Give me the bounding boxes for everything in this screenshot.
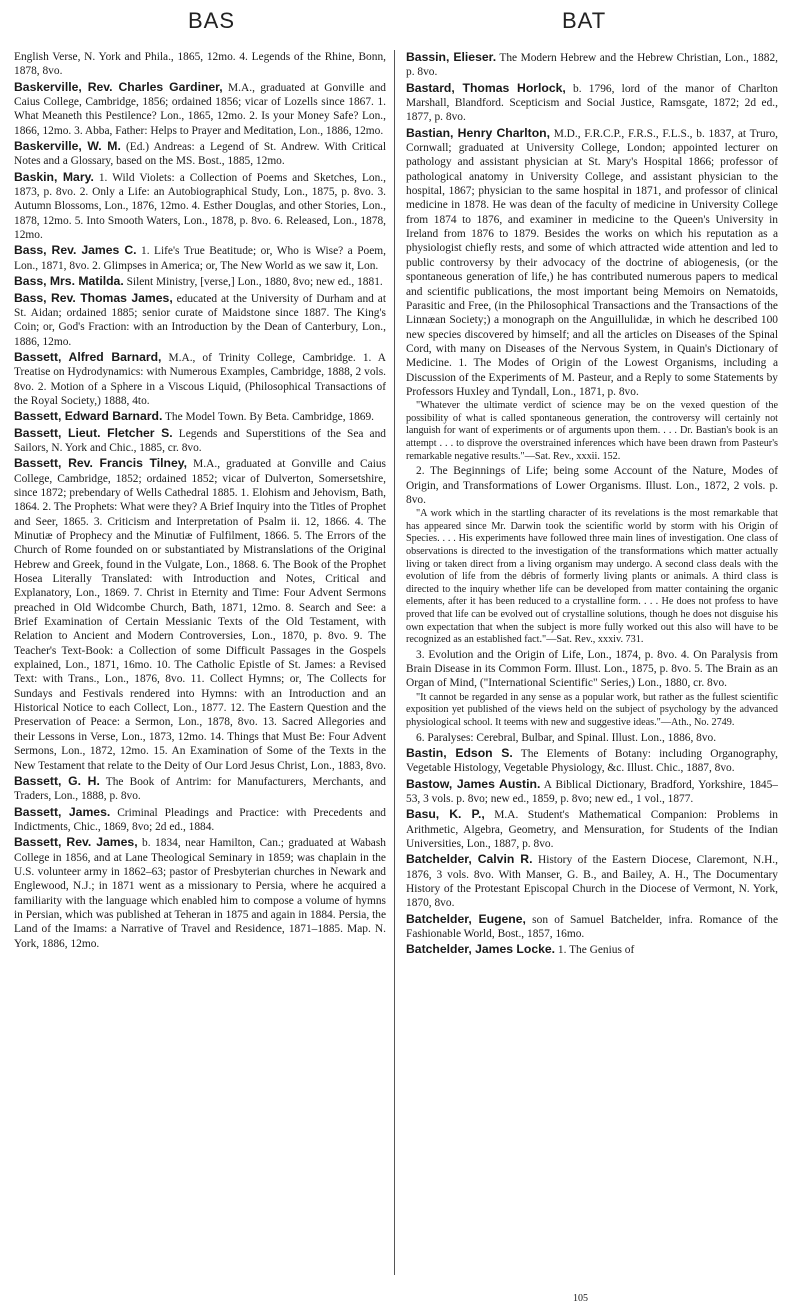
entry-headword: Batchelder, James Locke. (406, 942, 556, 957)
left-column (14, 50, 386, 1280)
entry-body: M.A., of Trinity College, Cambridge. 1. A Treatise on Hydrodynamics: with Numerous Examples, Cambridge, 1888, 2 vols. 8vo. 2. Motion of a Sphere in a Viscous Liquid, (Philosophical Transactions of the Royal Society,) 1888, 4to. (14, 351, 386, 407)
entry-headword: Bassett, Edward Barnard. (14, 409, 163, 424)
entry-headword: Bassett, Alfred Barnard, (14, 349, 162, 364)
entry-body: 1. The Genius of (555, 944, 635, 957)
entry-fragment: English Verse, N. York and Phila., 1865, 12mo. 4. Legends of the Rhine, Bonn, 1878, 8vo. (14, 51, 386, 78)
biography-entry (406, 777, 778, 807)
biography-entry (406, 807, 778, 851)
entry-continuation: 2. The Beginnings of Life; being some Account of the Nature, Modes of Origin, and Transformations of Lower Organisms. Illust. Lon., 1872, 2 vols. p. 8vo. (406, 465, 778, 506)
right-column (406, 50, 778, 1280)
entry-headword: Bassett, Lieut. Fletcher S. (14, 425, 173, 440)
biography-entry (14, 274, 386, 289)
entry-body: son of Samuel Batchelder, infra. Romance of the Fashionable World, Bost., 1857, 16mo. (406, 913, 778, 941)
entry-headword: Bass, Mrs. Matilda. (14, 274, 124, 289)
entry-headword: Bass, Rev. James C. (14, 243, 137, 258)
biography-entry (14, 409, 386, 424)
entry-headword: Bass, Rev. Thomas James, (14, 290, 173, 305)
review-quote: "A work which in the startling character of its revelations is the most remarkable that has appeared since Mr. Darwin took the scientific world by storm with his Origin of Species. . . . His experiments have followed three main lines of investigation. One class of observations is directed to the investigation of the transformations which matter actually living or taken direct from a living organism may undergo. A second class deals with the evolution of life from the débris of formerly living plants or animals. A third class is directed to the inquiry whether life can be developed from matter containing the organic elements, after it has been reduced to a crystalline form. . . . He does not profess to have proved that life can be evolved out of crystalline solutions, though he does not disguise his own expectation that when the subject is more fully worked out this also will have to be recognized as an established fact."—Sat. Rev., xxxiv. 731. (406, 508, 778, 646)
entry-headword: Bastard, Thomas Horlock, (406, 80, 566, 95)
entry-headword: Bassett, James. (14, 804, 111, 819)
entry-headword: Baskerville, W. M. (14, 139, 121, 154)
entry-body: 1. Life's True Beatitude; or, Who is Wise? a Poem, Lon., 1871, 8vo. 2. Glimpses in America; or, The New World as we saw it, Lon. (14, 245, 386, 272)
running-head (0, 8, 800, 42)
biography-entry (14, 774, 386, 804)
biography-entry (14, 835, 386, 951)
entry-headword: Batchelder, Eugene, (406, 911, 526, 926)
biography-entry (14, 350, 386, 408)
review-quote: "Whatever the ultimate verdict of science may be on the vexed question of the possibility of what is called spontaneous generation, the controversy will certainly not languish for want of experiments or of arguments upon them. . . . Dr. Bastian's book is an attempt . . . to disprove the overstrained inferences which have been drawn from Pasteur's remarkable negative results."—Sat. Rev., xxxii. 152. (406, 400, 778, 462)
entry-continuation: 6. Paralyses: Cerebral, Bulbar, and Spinal. Illust. Lon., 1886, 8vo. (416, 731, 717, 744)
entry-body: M.A. Student's Mathematical Companion: Problems in Arithmetic, Algebra, Geometry, and Mensuration, for Students of the Indian Universities, Lon., 1887, p. 8vo. (406, 809, 778, 850)
entry-headword: Bassett, Rev. James, (14, 835, 138, 850)
entry-body: The Model Town. By Beta. Cambridge, 1869. (162, 411, 375, 424)
biography-entry (406, 852, 778, 910)
entry-headword: Bassett, G. H. (14, 773, 100, 788)
running-head-right: BAT (562, 8, 607, 33)
biography-entry (14, 456, 386, 773)
biography-entry (406, 942, 778, 957)
entry-body: b. 1834, near Hamilton, Can.; graduated at Wabash College in 1856, and at Lane Theological Seminary in 1859; was chaplain in the U.S. volunteer army in 1862–63; pastor of Presbyterian churches in Newark and Englewood, N.J.; in 1871 went as a missionary to Persia, where he acquired a familiarity with the language which enabled him to compose a volume of hymns in Persian, which was published at Teheran in 1875 and again in 1884. Persia, the Land of the Imams: a Narrative of Travel and Residence, 1871–1885. Map. N. York, 1886, 12mo. (14, 837, 386, 950)
biography-entry (14, 426, 386, 456)
entry-continuation: 3. Evolution and the Origin of Life, Lon., 1874, p. 8vo. 4. On Paralysis from Brain Disease in its Common Form. Illust. Lon., 1875, p. 8vo. 5. The Brain as an Organ of Mind, ("International Scientific" Series,) Lon., 1880, cr. 8vo. (406, 648, 778, 690)
entry-body: Legends and Superstitions of the Sea and Sailors, N. York and Chic., 1885, cr. 8vo. (14, 427, 386, 454)
review-quote: "It cannot be regarded in any sense as a popular work, but rather as the fullest scientific exposition yet published of the views held on the subject of psychology by the advanced physiological school. It teems with new and suggestive ideas."—Ath., No. 2749. (406, 691, 778, 728)
running-head-left: BAS (188, 8, 236, 33)
biography-entry (14, 291, 386, 349)
biography-entry (406, 912, 778, 942)
entry-body: History of the Eastern Diocese, Claremont, N.H., 1876, 3 vols. 8vo. With Manser, G. B., and Bailey, A. H., The Documentary History of the Protestant Episcopal Church in the Diocese of Vermont, N. York, 1870, 8vo. (406, 854, 778, 910)
biography-entry (14, 170, 386, 243)
biography-entry (406, 746, 778, 776)
entry-body: (Ed.) Andreas: a Legend of St. Andrew. With Critical Notes and a Glossary, based on the MS. Bost., 1885, 12mo. (14, 141, 386, 168)
entry-body: A Biblical Dictionary, Bradford, Yorkshire, 1845–53, 3 vols. p. 8vo; new ed., 1859, p. 8vo; new ed., 1 vol., 1877. (406, 778, 778, 805)
biography-entry (406, 126, 778, 400)
entry-headword: Bastian, Henry Charlton, (406, 125, 550, 140)
biography-entry (14, 243, 386, 273)
column-divider (394, 50, 395, 1275)
biography-entry (14, 80, 386, 138)
entry-body: M.A., graduated at Gonville and Caius College, Cambridge, 1852; ordained 1852; vicar of Dulverton, Somersetshire, since 1872; prebendary of Wells Cathedral 1885. 1. Elohism and Jehovism, Bath, 1864. 2. The Prophets: What were they? A Brief Inquiry into the Titles of Prophet and Seer, 1865. 3. Criticism and Interpretation of Psalm ii. 12, 1866. 4. The Minutiæ of Prophecy and the Minutiæ of Fulfilment, 1866. 5. The Errors of the Church of Rome founded on or substantiated by Mistranslations of the Original Hebrew and Greek, found in the Vulgate, Lon., 1868. 6. The Book of the Prophet Hosea Literally Translated: with Introduction and Notes, Critical and Explanatory, Lon., 1869. 7. Christ in Eternity and Time: Four Advent Sermons preached in Old Widcombe Church, Bath, 1871, 12mo. 8. Search and See: a Brief Examination of Certain Messianic Texts of the Old Testament, with Relation to Ancient and Modern Controversies, Lon., 1870, p. 8vo. 9. The Teacher's Text-Book: a Collection of some Difficult Passages in the Gospels explained, Lon., 1871, 16mo. 10. The Catholic Epistle of St. James: a Revised Text: with Trans., Lon., 1876, 8vo. 11. Collect Hymns; or, The Collects for Sundays and Festivals rendered into Hymns: with an Introduction and an Historical Notice to each Collect, Lon., 1877. 12. The Eastern Question and the Preservation of Peace: a Sermon, Lon., 1878, 8vo. 13. Sacred Allegories and their Lessons in Verse, Lon., 1873, 12mo. 14. Things that Must Be: Four Advent Sermons, Lon., 1872, 12mo. 15. An Examination of Some of the Texts in the New Testament that relate to the Deity of Our Lord Jesus Christ, Lon., 1883, 8vo. (14, 458, 386, 772)
entry-body: M.A., graduated at Gonville and Caius College, Cambridge, 1856; ordained 1856; vicar of Lozells since 1867. 1. What Meaneth this Pestilence? Lon., 1865, 12mo. 2. Is your Money Safe? Lon., 1866, 12mo. 3. Abba, Father: Helps to Prayer and Meditation, Lon., 1886, 12mo. (14, 81, 386, 137)
entry-headword: Basu, K. P., (406, 807, 485, 822)
biography-entry (14, 805, 386, 835)
entry-headword: Baskin, Mary. (14, 169, 94, 184)
entry-body: b. 1796, lord of the manor of Charlton Marshall, Blandford. Scepticism and Social Justice, Ramsgate, 1872; 2d ed., 1877, p. 8vo. (406, 82, 778, 124)
biography-entry (14, 139, 386, 169)
page-number: 105 (573, 1293, 588, 1304)
entry-headword: Bastow, James Austin. (406, 776, 541, 791)
entry-body: Criminal Pleadings and Practice: with Precedents and Indictments, Chic., 1869, 8vo; 2d ed., 1884. (14, 806, 386, 833)
entry-body: Silent Ministry, [verse,] Lon., 1880, 8vo; new ed., 1881. (123, 276, 383, 289)
entry-body: educated at the University of Durham and at St. Aidan; ordained 1885; senior curate of Maidstone since 1887. The King's Coin; or, God's Fraction: with an Introduction by the Dean of Canterbury, Lon., 1886, 12mo. (14, 292, 386, 348)
biography-entry (406, 81, 778, 125)
entry-headword: Baskerville, Rev. Charles Gardiner, (14, 79, 223, 94)
entry-body: 1. Wild Violets: a Collection of Poems and Sketches, Lon., 1873, p. 8vo. 2. Only a Life: an Autobiographical Study, Lon., 1875, p. 8vo. 3. Autumn Blossoms, Lon., 1876, 12mo. 4. Esther Douglas, and other Stories, Lon., 1878, 12mo. 5. Into Smooth Waters, Lon., 1878, p. 8vo. 6. Released, Lon., 1878, 12mo. (14, 171, 386, 242)
entry-body: The Elements of Botany: including Organography, Vegetable Histology, Vegetable Physiology, &c. Illust. Chic., 1887, 8vo. (406, 747, 778, 775)
biography-entry (406, 50, 778, 80)
entry-headword: Bassett, Rev. Francis Tilney, (14, 456, 188, 471)
entry-headword: Bassin, Elieser. (406, 50, 497, 64)
entry-body: The Book of Antrim: for Manufacturers, Merchants, and Traders, Lon., 1888, p. 8vo. (14, 775, 386, 803)
entry-headword: Bastin, Edson S. (406, 745, 513, 760)
entry-headword: Batchelder, Calvin R. (406, 852, 533, 867)
entry-body: M.D., F.R.C.P., F.R.S., F.L.S., b. 1837, at Truro, Cornwall; graduated at University College, London; appointed lecturer on pathology and assistant physician at St. Mary's Hospital 1866; professor of pathological anatomy in University College, and assistant physician to the hospital, 1867; physician to the same hospital in 1871, and professor of clinical medicine in 1878. He was dean of the faculty of medicine in University College from 1874 to 1876, and examiner in medicine to the Queen's University in Ireland from 1876 to 1879. Besides the works on which his reputation as a physiologist chiefly rests, and some of which attracted wide attention and led to public controversy by their advocacy of the doctrine of abiogenesis, (or the spontaneous generation of life,) he has contributed numerous papers to medical and scientific publications, the most important being Memoirs on Nematoids, Parasitic and Free, (in the Philosophical Transactions and the Transactions of the Linnæan Society;) a monograph on the Anguillulidæ, in which he described 100 new species discovered by himself; and all the articles on Diseases of the Spinal Cord, with many on Diseases of the Nervous System, in Quain's Dictionary of Medicine. 1. The Modes of Origin of the Lowest Organisms, including a Discussion of the Experiments of M. Pasteur, and a Reply to some Statements by Professors Huxley and Tyndall, Lon., 1871, p. 8vo. (406, 127, 778, 398)
entry-body: The Modern Hebrew and the Hebrew Christian, Lon., 1882, p. 8vo. (406, 52, 778, 79)
